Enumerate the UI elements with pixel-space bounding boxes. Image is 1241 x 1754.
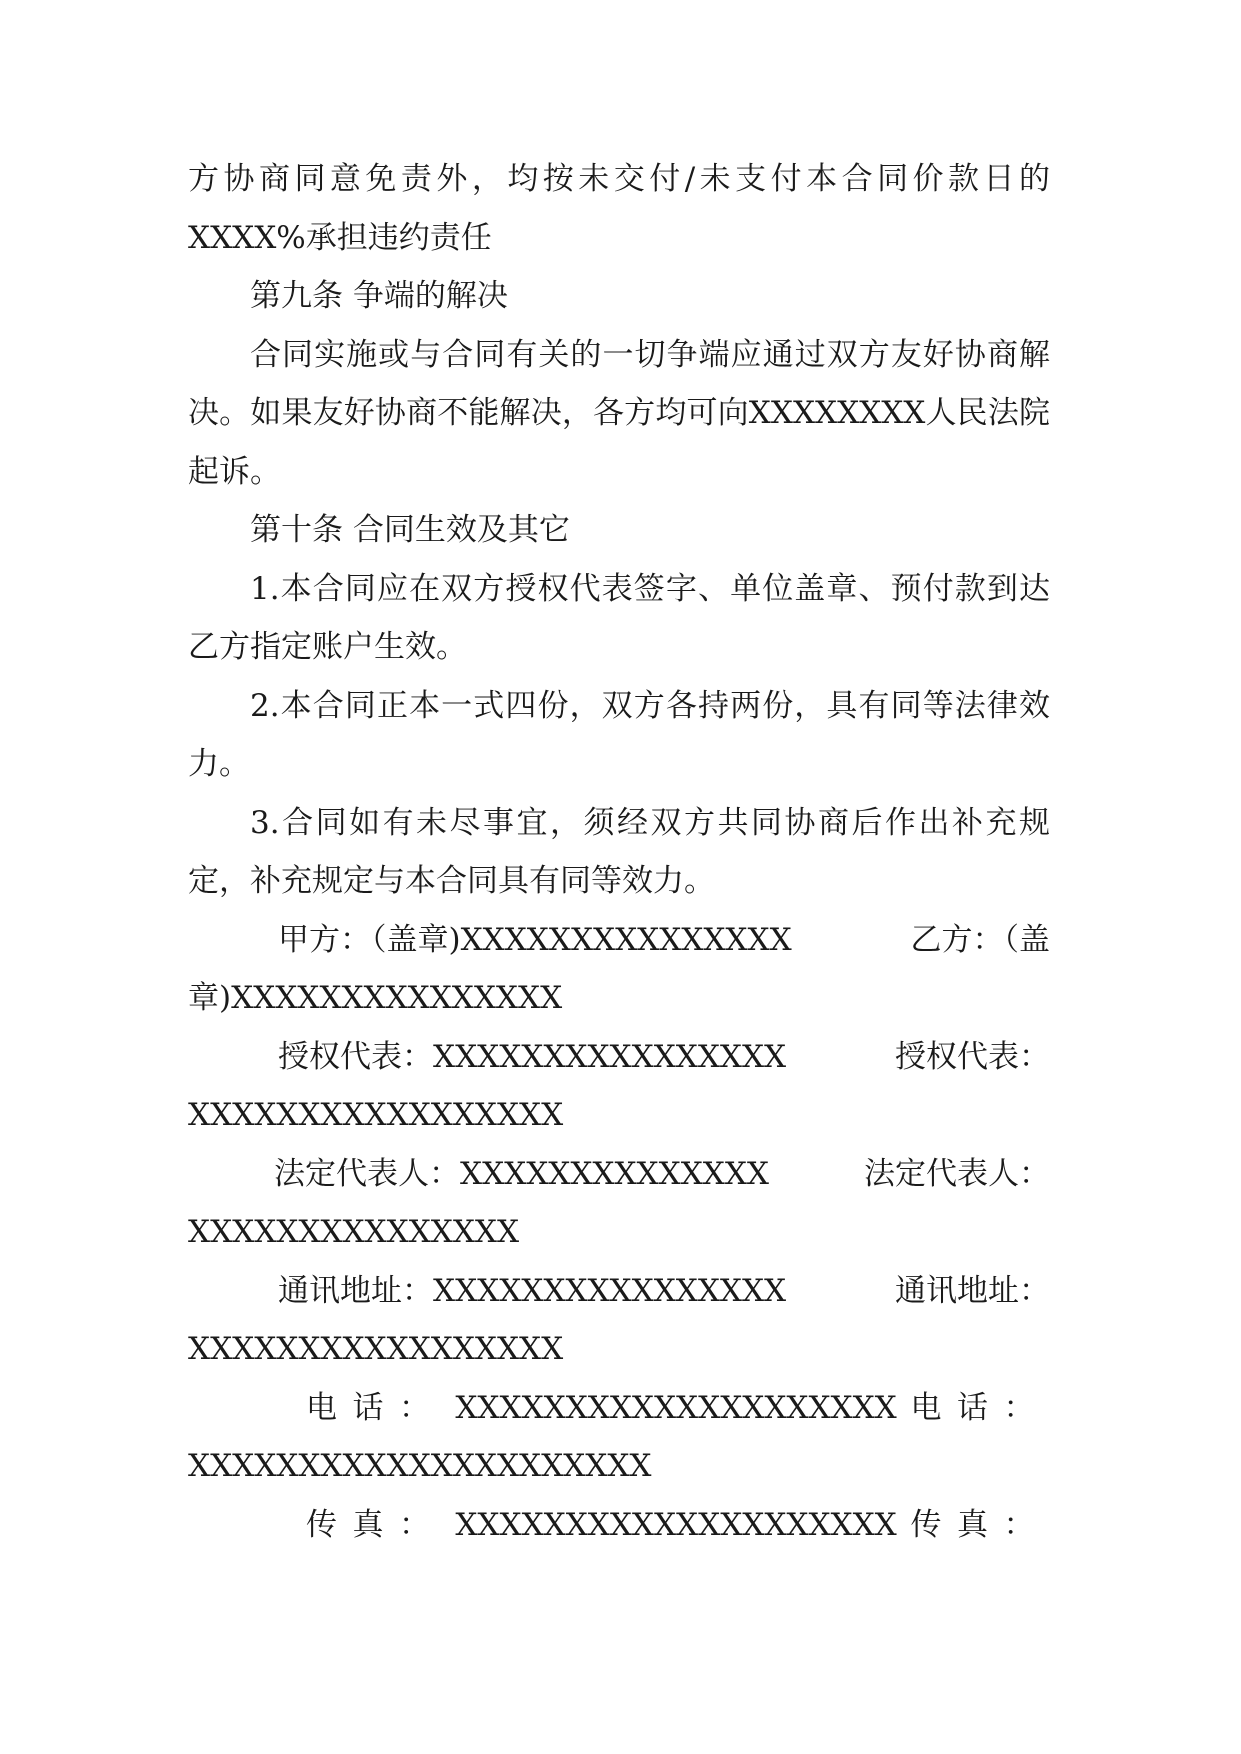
signature-block-fax [188, 1496, 1050, 1555]
party-a-fax-value: XXXXXXXXXXXXXXXXXXXX [455, 1506, 897, 1543]
party-a-legal-rep: 法定代表人：XXXXXXXXXXXXXX [274, 1155, 769, 1192]
party-a-address: 通讯地址：XXXXXXXXXXXXXXXX [278, 1272, 787, 1309]
signature-block-authorized [188, 1028, 1050, 1145]
party-b-legal-rep-value: XXXXXXXXXXXXXXX [188, 1214, 520, 1250]
party-b-seal: 乙方：（盖 [910, 921, 1050, 958]
party-b-address: 通讯地址： [895, 1272, 1050, 1309]
paragraph-liability-continued: 方协商同意免责外，均按未交付/未支付本合同价款日的XXXX%承担违约责任 [188, 161, 1050, 256]
party-a-authorized-rep: 授权代表：XXXXXXXXXXXXXXXX [278, 1038, 787, 1075]
article-9-heading: 第九条 争端的解决 [250, 278, 508, 314]
article-10-clause-1: 1.本合同应在双方授权代表签字、单位盖章、预付款到达乙方指定账户生效。 [188, 570, 1050, 665]
signature-block-seal [188, 911, 1050, 1028]
article-10-clause-2: 2.本合同正本一式四份，双方各持两份，具有同等法律效力。 [188, 687, 1050, 782]
party-a-phone-label: 电话： [306, 1389, 446, 1426]
signature-block-legal [188, 1145, 1050, 1262]
party-b-seal-continued: 章)XXXXXXXXXXXXXXX [188, 980, 563, 1016]
signature-block-phone [188, 1379, 1050, 1496]
party-b-authorized-rep-value: XXXXXXXXXXXXXXXXX [188, 1097, 564, 1133]
signature-block-address [188, 1262, 1050, 1379]
party-b-phone-value: XXXXXXXXXXXXXXXXXXXXX [188, 1448, 652, 1484]
party-b-authorized-rep: 授权代表： [895, 1038, 1050, 1075]
party-a-phone-value: XXXXXXXXXXXXXXXXXXXX [455, 1389, 897, 1426]
party-b-address-value: XXXXXXXXXXXXXXXXX [188, 1331, 564, 1367]
party-b-phone-label: 电话： [910, 1389, 1050, 1426]
party-a-fax-label: 传真： [306, 1506, 446, 1543]
party-b-legal-rep: 法定代表人： [864, 1155, 1050, 1192]
article-10-heading: 第十条 合同生效及其它 [250, 512, 570, 548]
article-10-clause-3: 3.合同如有未尽事宜，须经双方共同协商后作出补充规定，补充规定与本合同具有同等效力。 [188, 804, 1050, 899]
article-9-body: 合同实施或与合同有关的一切争端应通过双方友好协商解决。如果友好协商不能解决，各方均可向XXXXXXXX人民法院起诉。 [188, 336, 1050, 490]
document-page [188, 150, 1050, 1554]
party-a-seal: 甲方：（盖章)XXXXXXXXXXXXXXX [278, 921, 792, 958]
party-b-fax-label: 传真： [910, 1506, 1050, 1543]
